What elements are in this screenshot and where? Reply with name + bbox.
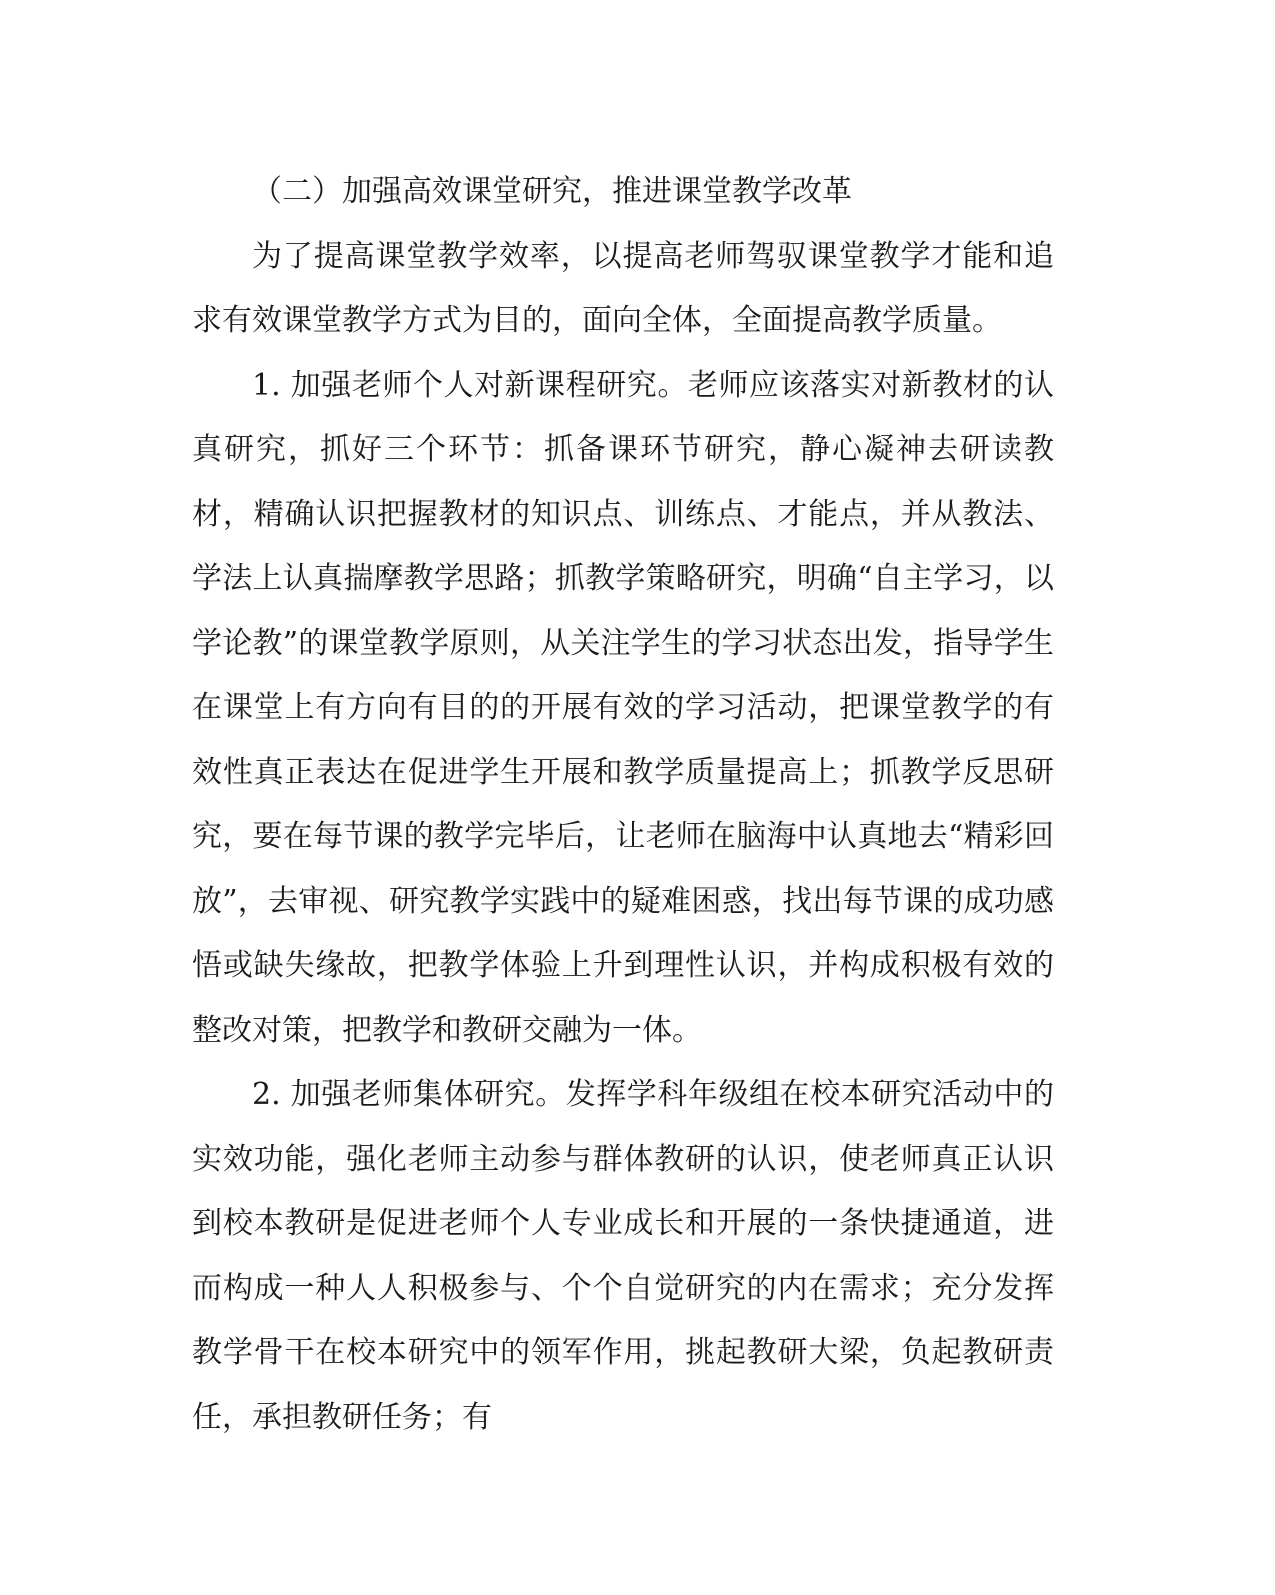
- paragraph-item-2: 2. 加强老师集体研究。发挥学科年级组在校本研究活动中的实效功能，强化老师主动参与群体教研的认识，使老师真正认识到校本教研是促进老师个人专业成长和开展的一条快捷通道，进而构成一种人人积极参与、个个自觉研究的内在需求；充分发挥教学骨干在校本研究中的领军作用，挑起教研大梁，负起教研责任，承担教研任务；有: [192, 1077, 1054, 1435]
- paragraph-item-1: 1. 加强老师个人对新课程研究。老师应该落实对新教材的认真研究，抓好三个环节：抓备课环节研究，静心凝神去研读教材，精确认识把握教材的知识点、训练点、才能点，并从教法、学法上认真揣摩教学思路；抓教学策略研究，明确“自主学习，以学论教”的课堂教学原则，从关注学生的学习状态出发，指导学生在课堂上有方向有目的的开展有效的学习活动，把课堂教学的有效性真正表达在促进学生开展和教学质量提高上；抓教学反思研究，要在每节课的教学完毕后，让老师在脑海中认真地去“精彩回放”，去审视、研究教学实践中的疑难困惑，找出每节课的成功感悟或缺失缘故，把教学体验上升到理性认识，并构成积极有效的整改对策，把教学和教研交融为一体。: [192, 367, 1054, 1048]
- section-heading: （二）加强高效课堂研究，推进课堂教学改革: [252, 174, 852, 209]
- paragraph-intro: 为了提高课堂教学效率，以提高老师驾驭课堂教学才能和追求有效课堂教学方式为目的，面向全体，全面提高教学质量。: [192, 238, 1054, 338]
- document-body: [192, 160, 1054, 1450]
